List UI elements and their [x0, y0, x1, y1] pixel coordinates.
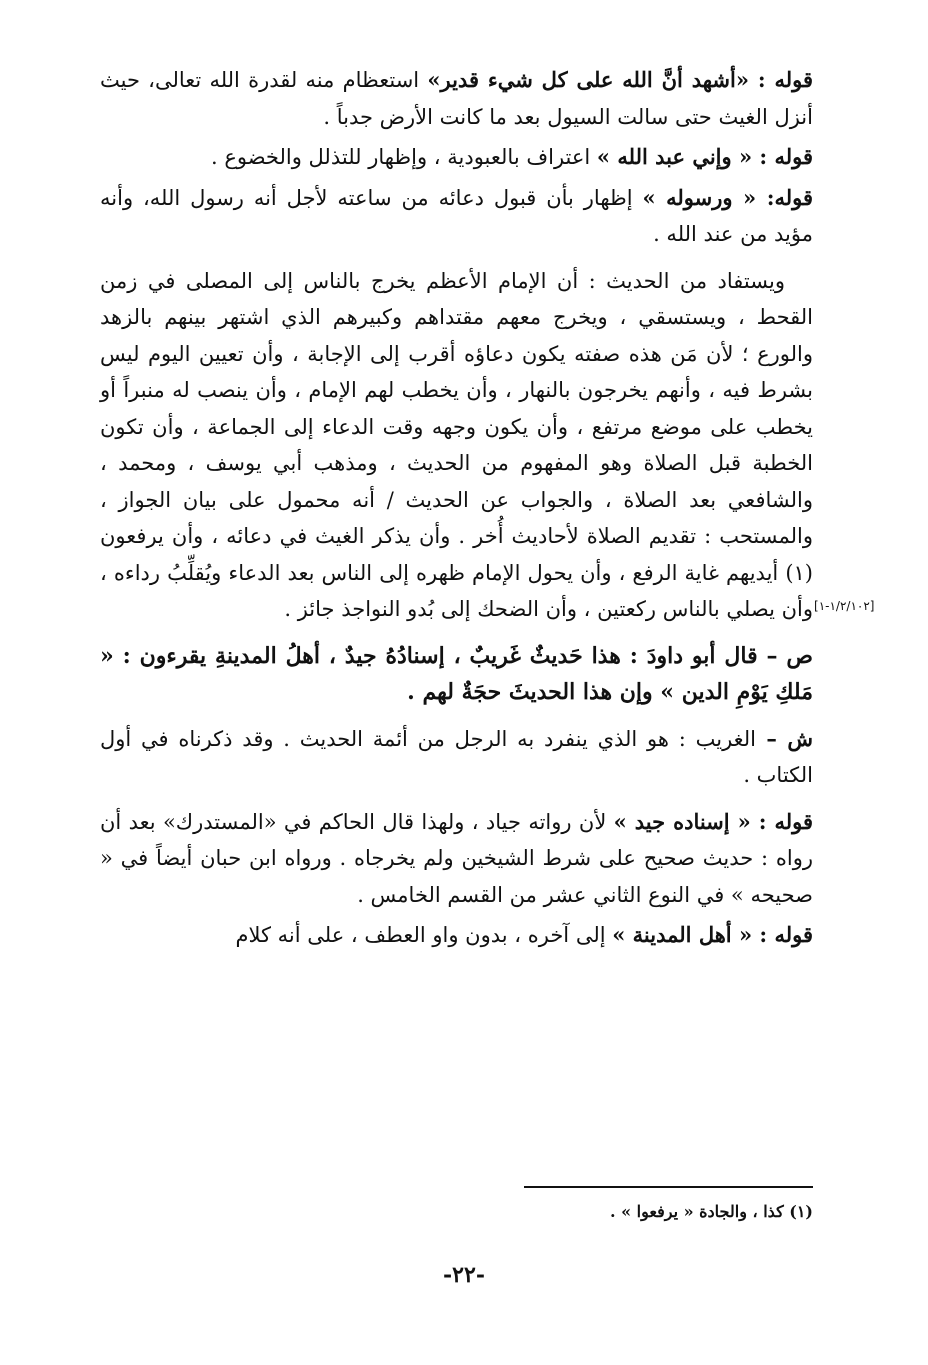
- paragraph-7: [100, 804, 813, 914]
- page-number: -٢٢-: [443, 1262, 485, 1288]
- paragraph-7-text: لأن رواته جياد ، ولهذا قال الحاكم في «المستدرك» بعد أن رواه : حديث صحيح على شرط الشيخين ولم يخرجاه . ورواه ابن حبان أيضاً في « صحيحه » في النوع الثاني عشر من القسم الخامس .: [100, 809, 813, 907]
- paragraph-7-lead: قوله : « إسناده جيد »: [613, 808, 813, 834]
- footnote-separator-line: [524, 1186, 813, 1188]
- paragraph-8: [100, 917, 813, 954]
- paragraph-3-text: إظهار بأن قبول دعائه من ساعته لأجل أنه رسول الله، وأنه مؤيد من عند الله .: [100, 185, 813, 246]
- paragraph-8-lead: قوله : « أهل المدينة »: [612, 922, 813, 947]
- page-body: [100, 62, 813, 954]
- paragraph-1-text: استعظام منه لقدرة الله تعالى، حيث أنزل الغيث حتى سالت السيول بعد ما كانت الأرض جدباً .: [100, 68, 813, 129]
- paragraph-1-lead: قوله : «أشهد أنَّ الله على كل شيء قدير»: [427, 67, 813, 92]
- shin-lead: ش –: [756, 725, 813, 751]
- shin-commentary-paragraph: [100, 721, 813, 794]
- sad-hadith-paragraph: ص – قال أبو داودَ : هذا حَديثٌ غَريبٌ ، إسنادُهُ جيدٌ ، أهلُ المدينةِ يقرءون : « مَلكِ يَوْمِ الدين » وإن هذا الحديثَ حجَةٌ لهم .: [100, 642, 813, 705]
- shin-text: الغريب : هو الذي ينفرد به الرجل من أئمة الحديث . وقد ذكرناه في أول الكتاب .: [100, 726, 813, 787]
- paragraph-8-text: إلى آخره ، بدون واو العطف ، على أنه كلام: [235, 923, 613, 947]
- margin-reference-note: [١/٢/١٠٢-١]: [814, 599, 875, 613]
- footnote: (١) كذا ، والجادة « يرفعوا » .: [609, 1202, 813, 1221]
- paragraph-2-text: اعتراف بالعبودية ، وإظهار للتذلل والخضوع .: [210, 145, 597, 169]
- paragraph-1: [100, 62, 813, 135]
- paragraph-3: [100, 180, 813, 253]
- paragraph-2-lead: قوله : « وإني عبد الله »: [596, 144, 813, 169]
- paragraph-2: [100, 139, 813, 176]
- paragraph-3-lead: قوله: « ورسوله »: [642, 184, 813, 210]
- paragraph-4: ويستفاد من الحديث : أن الإمام الأعظم يخرج بالناس إلى المصلى في زمن القحط ، ويستسقي ، ويخرج معهم مقتداهم وكبيرهم الذي اشتهر بينهم بالزهد والورع ؛ لأن مَن هذه صفته يكون دعاؤه أقرب إلى الإجابة ، وأن تعيين اليوم ليس بشرط فيه ، وأنهم يخرجون بالنهار ، وأن يخطب لهم الإمام ، وأن ينصب له منبراً أو يخطب على موضع مرتفع ، وأن يكون وجهه وقت الدعاء إلى الجماعة ، وأن تكون الخطبة قبل الصلاة وهو المفهوم من الحديث ، ومذهب أبي يوسف ، ومحمد ، والشافعي بعد الصلاة ، والجواب عن الحديث / أنه محمول على بيان الجواز ، والمستحب : تقديم الصلاة لأحاديث أُخر . وأن يذكر الغيث في دعائه ، وأن يرفعون (١) أيديهم غاية الرفع ، وأن يحول الإمام ظهره إلى الناس بعد الدعاء ويُقلِّبُ رداءه ، وأن يصلي بالناس ركعتين ، وأن الضحك إلى بُدو النواجذ جائز .: [100, 268, 813, 621]
